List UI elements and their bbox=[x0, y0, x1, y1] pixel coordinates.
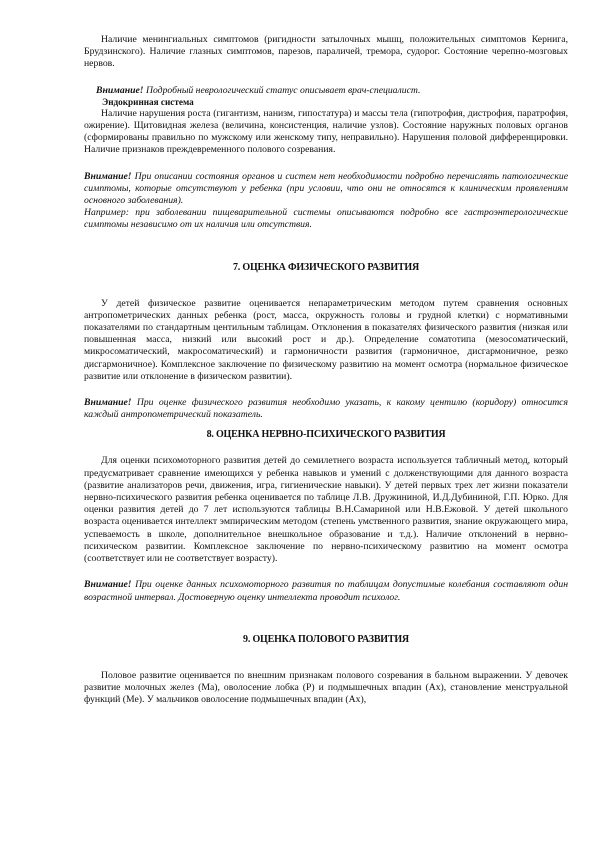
note-label: Внимание! bbox=[84, 397, 132, 409]
section-7-note bbox=[84, 397, 568, 421]
neuro-paragraph: Наличие менингиальных симптомов (ригидности затылочных мышц, положительных симптомов Кернига, Брудзинского). Наличие глазных симптомов, парезов, параличей, тремора, судорог. Состояние черепно-мозговых нервов. bbox=[84, 34, 568, 70]
general-note bbox=[84, 171, 568, 208]
example-note: Например: при заболевании пищеварительной системы описываются подробно все гастроэнтерологические симптомы независимо от их наличия или отсутствия. bbox=[84, 207, 568, 231]
section-7-title: 7. ОЦЕНКА ФИЗИЧЕСКОГО РАЗВИТИЯ bbox=[232, 261, 419, 273]
section-8-paragraph: Для оценки психомоторного развития детей до семилетнего возраста используется табличный метод, который предусматривает сравнение имеющихся у ребенка навыков и умений с долженствующими для данного возраста (развитие анализаторов речи, движения, игра, гигиенические навыки). У детей первых трех лет жизни показатели нервно-психического развития ребенка оценивается по таблице Л.В. Дружининой, И.Д.Дубининой, Г.П. Юрко. Для оценки развития детей до 7 лет используются таблицы В.Н.Самариной или Н.В.Ежовой. У детей школьного возраста оценивается интеллект эмпирическим методом (степень умственного развития, знание окружающего мира, успеваемость в школе, дополнительное внешкольное образование и т.д.). Наличие отклонений в нервно-психическом развитии. Комплексное заключение по нервно-психическому развитию на момент осмотра (соответствует или не соответствует возрасту). bbox=[84, 455, 568, 565]
note-text: При оценке физического развития необходимо указать, к какому центилю (коридору) относится каждый антропометрический показатель. bbox=[84, 397, 568, 421]
section-9-paragraph: Половое развитие оценивается по внешним признакам полового созревания в бальном выражении. У девочек развитие молочных желез (Ма), оволосение лобка (Р) и подмышечных впадин (Ах), становление менструальной функций (Ме). У мальчиков оволосение подмышечных впадин (Ах), bbox=[84, 669, 568, 706]
section-9-title: 9. ОЦЕНКА ПОЛОВОГО РАЗВИТИЯ bbox=[243, 633, 409, 645]
section-8-note bbox=[84, 579, 568, 603]
note-label: Внимание! bbox=[84, 170, 132, 182]
neuro-note bbox=[84, 85, 568, 97]
note-label: Внимание! bbox=[84, 579, 132, 591]
section-8-title: 8. ОЦЕНКА НЕРВНО-ПСИХИЧЕСКОГО РАЗВИТИЯ bbox=[206, 429, 446, 441]
note-label: Внимание! bbox=[96, 84, 144, 96]
note-text: При описании состояния органов и систем нет необходимости подробно перечислять патологические симптомы, которые отсутствуют у ребенка (при условии, что они не относятся к клиническим проявлениям основного заболевания). bbox=[84, 170, 568, 207]
note-text: При оценке данных психомоторного развития по таблицам допустимые колебания составляют один возрастной интервал. Достоверную оценку интеллекта проводит психолог. bbox=[84, 579, 568, 603]
endocrine-paragraph: Наличие нарушения роста (гигантизм, нанизм, гипостатура) и массы тела (гипотрофия, дистрофия, паратрофия, ожирение). Щитовидная железа (величина, консистенция, наличие узлов). Состояние наружных половых органов (сформированы правильно по мужскому или женскому типу, неправильно). Нарушения половой дифференцировки. Наличие признаков преждевременного полового созревания. bbox=[84, 107, 568, 156]
endocrine-heading: Эндокринная система bbox=[102, 96, 194, 107]
section-7-paragraph: У детей физическое развитие оценивается непараметрическим методом путем сравнения основных антропометрических данных ребенка (рост, масса, окружность головы и грудной клетки) с нормативными показателями по стандартным центильным таблицам. Отклонения в показателях физического развития (низкая или повышенная масса, низкий или высокий рост и др.). Определение соматотипа (мезосоматический, микросоматический, макросоматический) и гармоничности развития (гармоничное, дисгармоничное, резко дисгармоничное). Комплексное заключение по физическому развитию на момент осмотра (нормальное физическое развитие или отклонение в физическом развитии). bbox=[84, 297, 568, 382]
note-text: Подробный неврологический статус описывает врач-специалист. bbox=[143, 84, 421, 96]
